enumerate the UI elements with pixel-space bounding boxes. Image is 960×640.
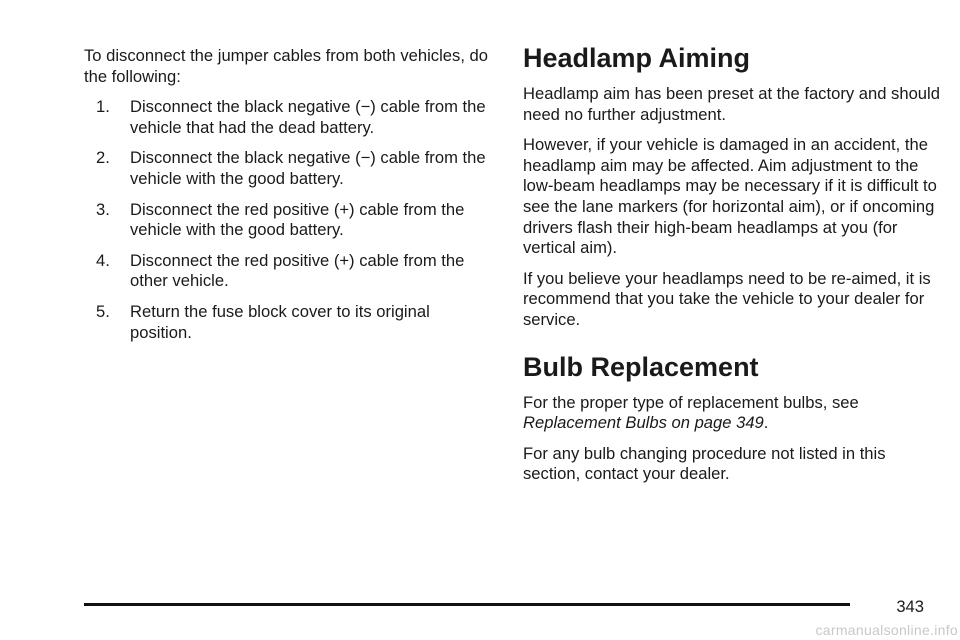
right-column: [523, 40, 943, 495]
step-item: [96, 97, 494, 138]
page-number: 343: [896, 597, 924, 616]
bulb-paragraph: For any bulb changing procedure not listed in this section, contact your dealer.: [523, 443, 886, 484]
step-text: Disconnect the red positive (+) cable from the vehicle with the good battery.: [130, 199, 465, 240]
footer-rule: [84, 603, 850, 606]
headlamp-paragraph: Headlamp aim has been preset at the factory and should need no further adjustment.: [523, 84, 940, 124]
step-text: Return the fuse block cover to its original position.: [130, 301, 430, 342]
step-number: 5.: [96, 301, 110, 321]
headlamp-paragraph: If you believe your headlamps need to be re-aimed, it is recommend that you take the vehicle to your dealer for service.: [523, 268, 931, 329]
steps-list: [84, 97, 494, 343]
bulb-paragraph: [523, 393, 943, 434]
intro-paragraph: To disconnect the jumper cables from both vehicles, do the following:: [84, 46, 488, 86]
watermark: carmanualsonline.info: [815, 622, 958, 638]
step-item: [96, 302, 494, 343]
step-text: Disconnect the black negative (−) cable from the vehicle with the good battery.: [130, 148, 486, 188]
bulb-replacement-heading: Bulb Replacement: [523, 351, 759, 382]
headlamp-paragraph: However, if your vehicle is damaged in an accident, the headlamp aim may be affected. Aim adjustment to the low-beam headlamps may be necessary if it is difficult to see the lane markers (for horizontal aim), or if oncoming drivers flash their high-beam headlamps at you (for vertical aim).: [523, 135, 937, 258]
bulb-paragraph-prefix: For the proper type of replacement bulbs, see: [523, 392, 859, 412]
headlamp-aiming-heading: Headlamp Aiming: [523, 43, 751, 73]
step-number: 1.: [96, 97, 110, 117]
left-column: [84, 46, 494, 353]
step-number: 3.: [96, 199, 110, 219]
step-number: 4.: [96, 250, 110, 270]
step-item: [96, 148, 494, 189]
step-number: 2.: [96, 148, 110, 168]
step-text: Disconnect the red positive (+) cable from the other vehicle.: [130, 250, 465, 291]
cross-reference-link[interactable]: Replacement Bulbs on page 349: [523, 413, 764, 433]
step-item: [96, 251, 494, 292]
step-text: Disconnect the black negative (−) cable from the vehicle that had the dead battery.: [130, 97, 486, 137]
step-item: [96, 200, 494, 241]
bulb-paragraph-suffix: .: [763, 413, 769, 433]
